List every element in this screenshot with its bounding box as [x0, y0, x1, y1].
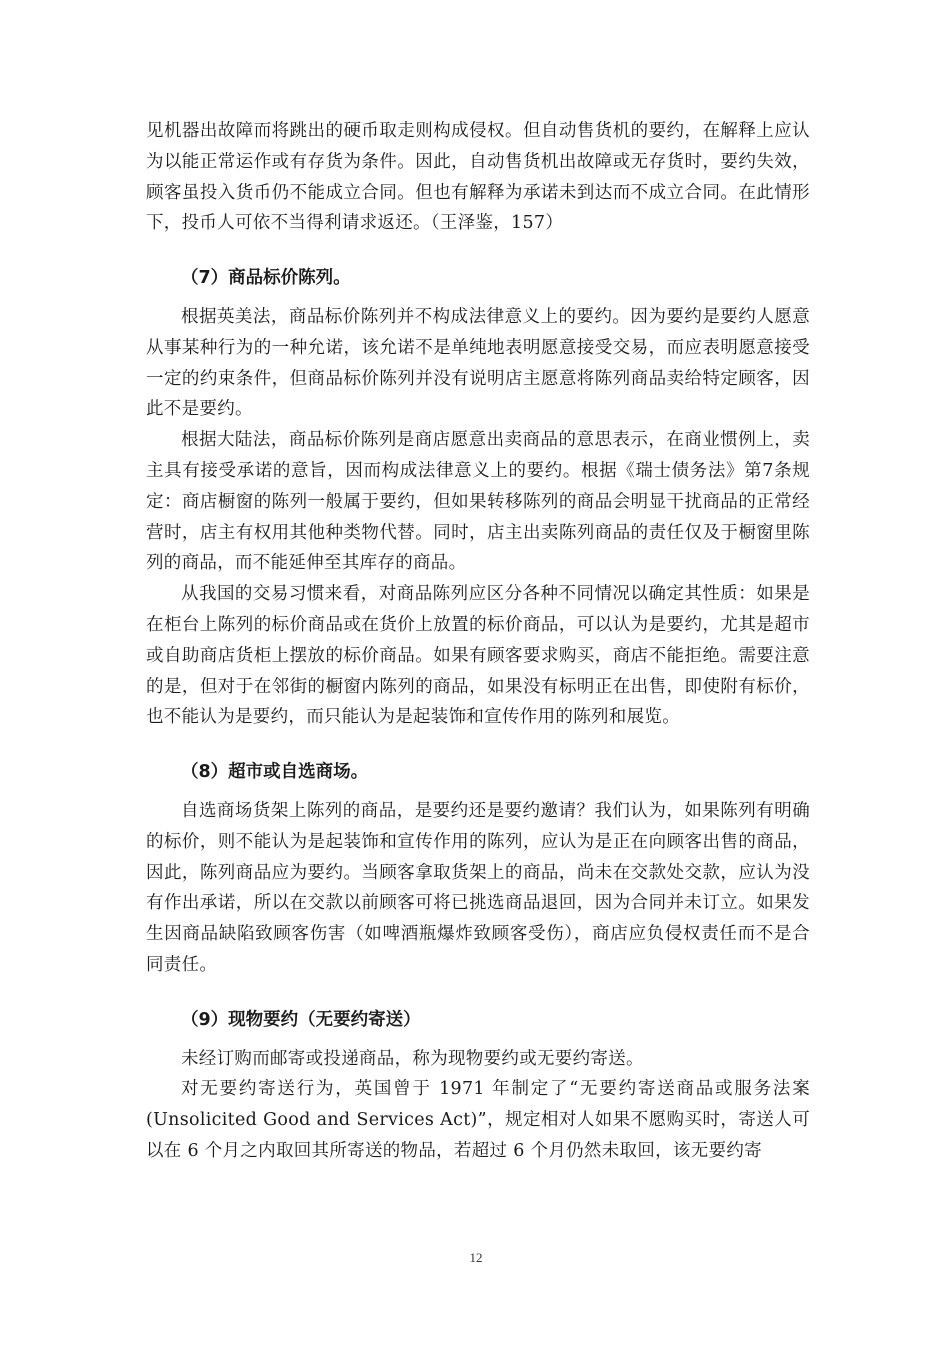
body-paragraph: 从我国的交易习惯来看，对商品陈列应区分各种不同情况以确定其性质：如果是在柜台上陈列的标价商品或在货价上放置的标价商品，可以认为是要约，尤其是超市或自助商店货柜上摆放的标价商品。如果有顾客要求购买，商店不能拒绝。需要注意的是，但对于在邻街的橱窗内陈列的商品，如果没有标明正在出售，即使附有标价，也不能认为是要约，而只能认为是起装饰和宣传作用的陈列和展览。 [146, 584, 810, 728]
body-paragraph-continued: 见机器出故障而将跳出的硬币取走则构成侵权。但自动售货机的要约，在解释上应认为以能正常运作或有存货为条件。因此，自动售货机出故障或无存货时，要约失效，顾客虽投入货币仍不能成立合同。但也有解释为承诺未到达而不成立合同。在此情形下，投币人可依不当得利请求返还。（王泽鉴，157） [146, 121, 810, 234]
body-paragraph: 未经订购而邮寄或投递商品，称为现物要约或无要约寄送。 [181, 1048, 644, 1069]
body-paragraph: 对无要约寄送行为，英国曾于 1971 年制定了“无要约寄送商品或服务法案(Unsolicited Good and Services Act)”，规定相对人如果不愿购买时，寄送人可以在 6 个月之内取回其所寄送的物品，若超过 6 个月仍然未取回，该无要约寄 [146, 1079, 810, 1161]
body-paragraph: 根据大陆法，商品标价陈列是商店愿意出卖商品的意思表示，在商业惯例上，卖主具有接受承诺的意旨，因而构成法律意义上的要约。根据《瑞士债务法》第7条规定：商店橱窗的陈列一般属于要约，但如果转移陈列的商品会明显干扰商品的正常经营时，店主有权用其他种类物代替。同时，店主出卖陈列商品的责任仅及于橱窗里陈列的商品，而不能延伸至其库存的商品。 [146, 430, 810, 574]
body-paragraph: 自选商场货架上陈列的商品，是要约还是要约邀请？我们认为，如果陈列有明确的标价，则不能认为是起装饰和宣传作用的陈列，应认为是正在向顾客出售的商品，因此，陈列商品应为要约。当顾客拿取货架上的商品，尚未在交款处交款，应认为没有作出承诺，所以在交款以前顾客可将已挑选商品退回，因为合同并未订立。如果发生因商品缺陷致顾客伤害（如啤酒瓶爆炸致顾客受伤），商店应负侵权责任而不是合同责任。 [146, 800, 810, 975]
section-heading-7: （7）商品标价陈列。 [181, 268, 351, 289]
page-body [146, 116, 810, 1167]
section-heading-9: （9）现物要约（无要约寄送） [181, 1009, 421, 1030]
body-paragraph: 根据英美法，商品标价陈列并不构成法律意义上的要约。因为要约是要约人愿意从事某种行为的一种允诺，该允诺不是单纯地表明愿意接受交易，而应表明愿意接受一定的约束条件，但商品标价陈列并没有说明店主愿意将陈列商品卖给特定顾客，因此不是要约。 [146, 306, 810, 420]
section-heading-8: （8）超市或自选商场。 [181, 762, 369, 783]
page-number: 12 [469, 1250, 483, 1265]
